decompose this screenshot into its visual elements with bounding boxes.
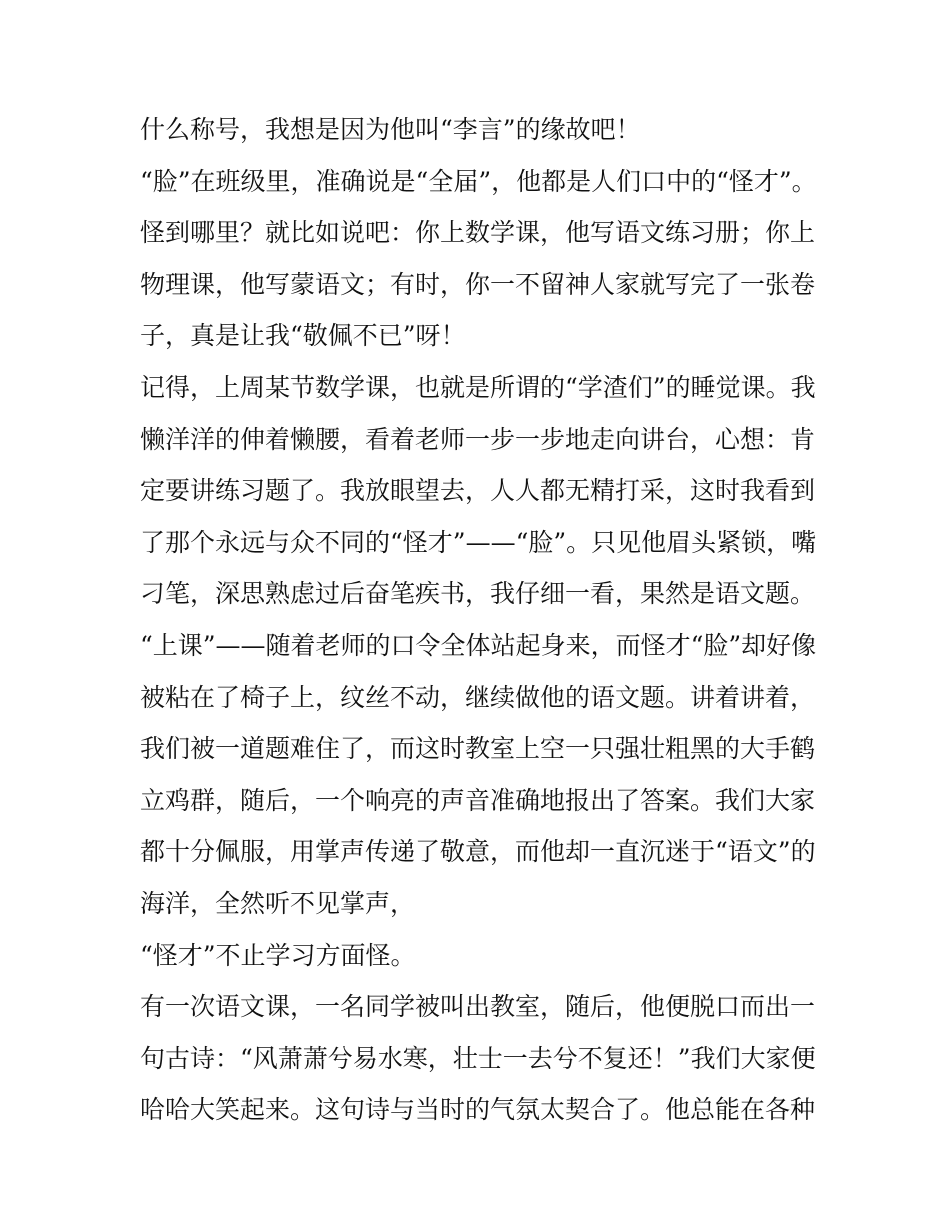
- text-line: “怪才”不止学习方面怪。: [140, 940, 416, 970]
- text-line: 都十分佩服，用掌声传递了敬意，而他却一直沉迷于“语文”的: [140, 837, 816, 867]
- text-line: 定要讲练习题了。我放眼望去，人人都无精打采，这时我看到: [140, 476, 816, 506]
- essay-text: [140, 109, 820, 1141]
- text-line: 物理课，他写蒙语文；有时，你一不留神人家就写完了一张卷: [140, 269, 816, 299]
- text-line: 我们被一道题难住了，而这时教室上空一只强壮粗黑的大手鹤: [140, 734, 816, 764]
- text-line: 记得，上周某节数学课，也就是所谓的“学渣们”的睡觉课。我: [140, 372, 816, 402]
- text-line: 子，真是让我“敬佩不已”呀！: [140, 321, 466, 351]
- text-line: 刁笔，深思熟虑过后奋笔疾书，我仔细一看，果然是语文题。: [140, 579, 816, 609]
- text-line: “脸”在班级里，准确说是“全届”，他都是人们口中的“怪才”。: [140, 166, 817, 196]
- text-line: 怪到哪里？就比如说吧：你上数学课，他写语文练习册；你上: [140, 218, 816, 248]
- text-line: 有一次语文课，一名同学被叫出教室，随后，他便脱口而出一: [140, 992, 816, 1022]
- text-line: 哈哈大笑起来。这句诗与当时的气氛太契合了。他总能在各种: [140, 1095, 816, 1125]
- text-line: 立鸡群，随后，一个响亮的声音准确地报出了答案。我们大家: [140, 785, 816, 815]
- text-line: 被粘在了椅子上，纹丝不动，继续做他的语文题。讲着讲着，: [140, 682, 816, 712]
- text-line: 什么称号，我想是因为他叫“李言”的缘故吧！: [140, 115, 641, 144]
- text-line: “上课”——随着老师的口令全体站起身来，而怪才“脸”却好像: [140, 630, 817, 660]
- text-line: 海洋，全然听不见掌声，: [140, 888, 416, 918]
- text-line: 懒洋洋的伸着懒腰，看着老师一步一步地走向讲台，心想：肯: [140, 424, 816, 454]
- text-line: 句古诗：“风萧萧兮易水寒，壮士一去兮不复还！”我们大家便: [140, 1043, 816, 1073]
- text-line: 了那个永远与众不同的“怪才”——“脸”。只见他眉头紧锁，嘴: [140, 527, 817, 557]
